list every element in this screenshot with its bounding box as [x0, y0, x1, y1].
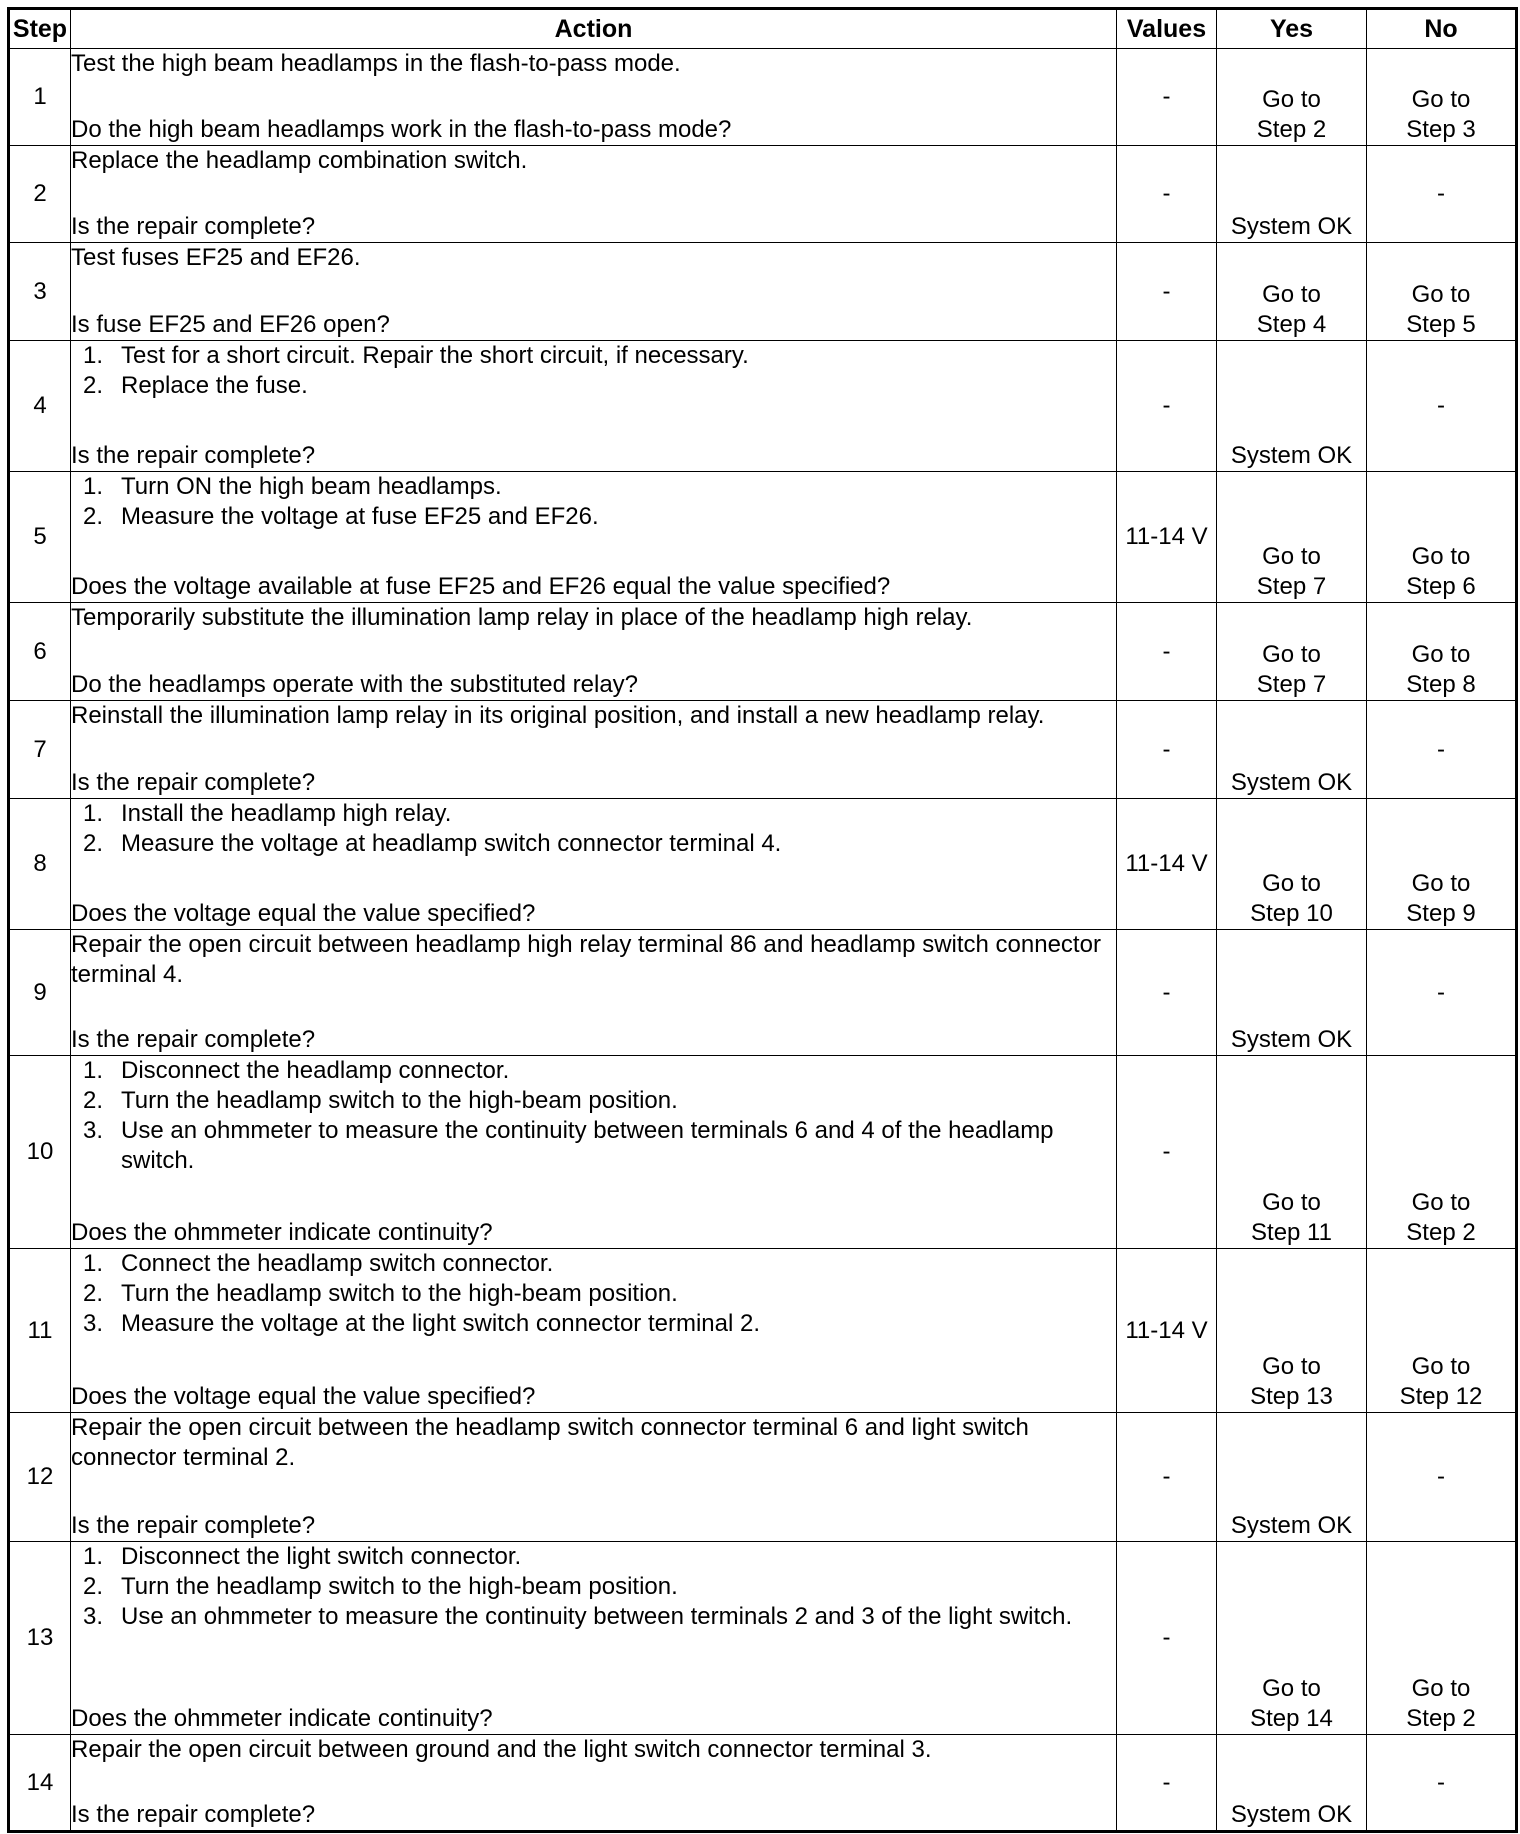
action-content — [71, 701, 1116, 798]
yes-cell — [1217, 243, 1367, 341]
action-question: Does the ohmmeter indicate continuity? — [71, 1705, 493, 1732]
action-content — [71, 472, 1116, 602]
yes-result-line: Step 11 — [1251, 1219, 1332, 1246]
no-result-line: Step 12 — [1399, 1383, 1483, 1410]
no-cell — [1367, 930, 1517, 1056]
no-result-line: - — [1437, 1463, 1445, 1490]
no-result-line: Go to — [1411, 1353, 1471, 1380]
substep-number: 3. — [83, 1603, 104, 1630]
action-instructions — [71, 1249, 1116, 1339]
step-number: 10 — [9, 1056, 71, 1249]
action-text: Repair the open circuit between the headlamp switch connector terminal 6 and light switch connector terminal 2. — [71, 1414, 1029, 1471]
table-row — [9, 603, 1517, 701]
action-substeps — [71, 341, 1116, 401]
action-cell — [71, 1542, 1117, 1735]
substep-text: Replace the fuse. — [121, 372, 308, 399]
substep-item — [71, 829, 1116, 859]
value-cell: - — [1117, 243, 1217, 341]
action-text: Test the high beam headlamps in the flash-to-pass mode. — [71, 50, 681, 77]
no-cell — [1367, 1735, 1517, 1832]
no-cell — [1367, 701, 1517, 799]
no-cell — [1367, 603, 1517, 701]
action-instructions — [71, 472, 1116, 532]
substep-number: 2. — [83, 503, 104, 530]
step-number: 11 — [9, 1249, 71, 1413]
table-row — [9, 1056, 1517, 1249]
table-row — [9, 1735, 1517, 1832]
substep-item — [71, 1086, 1116, 1116]
yes-result-line: Go to — [1262, 1353, 1321, 1380]
yes-result-line: Step 10 — [1250, 900, 1333, 927]
no-result-line: - — [1437, 978, 1445, 1006]
no-cell — [1367, 1542, 1517, 1735]
yes-result-line: System OK — [1230, 213, 1353, 240]
substep-item — [71, 1602, 1116, 1632]
substep-item — [71, 1309, 1116, 1339]
yes-result-line: System OK — [1230, 1026, 1353, 1053]
substep-text: Install the headlamp high relay. — [121, 800, 452, 827]
table-row — [9, 1413, 1517, 1542]
substep-item — [71, 1116, 1116, 1176]
substep-number: 2. — [83, 830, 104, 857]
diagnostic-table — [7, 7, 1518, 1833]
value-cell: - — [1117, 341, 1217, 472]
substep-number: 2. — [83, 1573, 104, 1600]
no-cell — [1367, 1056, 1517, 1249]
step-number: 13 — [9, 1542, 71, 1735]
action-substeps — [71, 1542, 1116, 1632]
action-cell — [71, 49, 1117, 146]
yes-result-line: Step 13 — [1250, 1383, 1333, 1410]
step-number: 4 — [9, 341, 71, 472]
yes-result-line: Step 4 — [1256, 311, 1327, 338]
action-question: Is fuse EF25 and EF26 open? — [71, 311, 390, 338]
substep-item — [71, 1542, 1116, 1572]
substep-item — [71, 1572, 1116, 1602]
header-step: Step — [9, 9, 71, 49]
action-text: Test fuses EF25 and EF26. — [71, 244, 361, 271]
step-number: 2 — [9, 146, 71, 243]
yes-cell — [1217, 146, 1367, 243]
action-substeps — [71, 1056, 1116, 1176]
substep-number: 1. — [83, 1057, 104, 1084]
no-cell — [1367, 341, 1517, 472]
action-question: Do the high beam headlamps work in the flash-to-pass mode? — [71, 116, 732, 143]
action-text: Temporarily substitute the illumination lamp relay in place of the headlamp high relay. — [71, 604, 973, 631]
no-cell — [1367, 49, 1517, 146]
action-cell — [71, 243, 1117, 341]
action-content — [71, 603, 1116, 700]
action-cell — [71, 701, 1117, 799]
yes-cell — [1217, 1249, 1367, 1413]
substep-number: 1. — [83, 1543, 104, 1570]
table-row — [9, 49, 1517, 146]
no-result-line: Go to — [1411, 870, 1471, 897]
value-cell: - — [1117, 1735, 1217, 1832]
action-cell — [71, 472, 1117, 603]
substep-number: 1. — [83, 473, 104, 500]
substep-item — [71, 341, 1116, 371]
action-cell — [71, 1413, 1117, 1542]
action-substeps — [71, 1249, 1116, 1339]
action-content — [71, 243, 1116, 340]
table-row — [9, 1249, 1517, 1413]
substep-number: 3. — [83, 1310, 104, 1337]
substep-item — [71, 502, 1116, 532]
action-content — [71, 341, 1116, 471]
action-content — [71, 1413, 1116, 1541]
action-question: Is the repair complete? — [71, 1801, 316, 1828]
no-cell — [1367, 1413, 1517, 1542]
action-question: Does the ohmmeter indicate continuity? — [71, 1219, 493, 1246]
action-instructions — [71, 49, 1116, 79]
substep-item — [71, 1056, 1116, 1086]
value-cell: - — [1117, 701, 1217, 799]
substep-text: Use an ohmmeter to measure the continuity between terminals 2 and 3 of the light switch. — [121, 1603, 1073, 1630]
action-instructions — [71, 930, 1116, 990]
substep-text: Turn ON the high beam headlamps. — [121, 473, 502, 500]
value-cell: 11-14 V — [1117, 1249, 1217, 1413]
yes-cell — [1217, 930, 1367, 1056]
value-cell: 11-14 V — [1117, 472, 1217, 603]
yes-result-line: Go to — [1262, 86, 1321, 113]
substep-text: Disconnect the headlamp connector. — [121, 1057, 510, 1084]
no-result-line: Go to — [1411, 281, 1471, 308]
action-question: Is the repair complete? — [71, 442, 316, 469]
substep-text: Turn the headlamp switch to the high-beam position. — [121, 1280, 678, 1307]
no-result-line: - — [1437, 735, 1445, 763]
yes-cell — [1217, 799, 1367, 930]
step-number: 8 — [9, 799, 71, 930]
no-cell — [1367, 146, 1517, 243]
no-result-line: - — [1437, 1768, 1445, 1796]
yes-cell — [1217, 701, 1367, 799]
action-content — [71, 799, 1116, 929]
action-question: Is the repair complete? — [71, 213, 316, 240]
action-question: Does the voltage equal the value specified? — [71, 1383, 536, 1410]
substep-number: 3. — [83, 1117, 104, 1144]
action-substeps — [71, 472, 1116, 532]
header-no: No — [1367, 9, 1517, 49]
yes-cell — [1217, 472, 1367, 603]
no-result-line: - — [1437, 392, 1445, 419]
step-number: 3 — [9, 243, 71, 341]
yes-cell — [1217, 49, 1367, 146]
action-cell — [71, 341, 1117, 472]
no-result-line: Go to — [1411, 543, 1471, 570]
action-instructions — [71, 603, 1116, 633]
header-action: Action — [71, 9, 1117, 49]
action-instructions — [71, 701, 1116, 731]
action-cell — [71, 1249, 1117, 1413]
action-instructions — [71, 1413, 1116, 1473]
yes-result-line: Go to — [1262, 1675, 1321, 1702]
table-row — [9, 472, 1517, 603]
header-row — [9, 9, 1517, 49]
yes-cell — [1217, 1056, 1367, 1249]
no-cell — [1367, 799, 1517, 930]
substep-text: Disconnect the light switch connector. — [121, 1543, 522, 1570]
action-cell — [71, 1056, 1117, 1249]
action-text: Repair the open circuit between ground and the light switch connector terminal 3. — [71, 1736, 932, 1763]
no-cell — [1367, 472, 1517, 603]
no-result-line: Go to — [1411, 1189, 1471, 1216]
yes-result-line: Go to — [1262, 870, 1321, 897]
action-question: Is the repair complete? — [71, 1512, 316, 1539]
step-number: 7 — [9, 701, 71, 799]
table-row — [9, 1542, 1517, 1735]
no-result-line: - — [1437, 180, 1445, 207]
yes-result-line: Go to — [1262, 281, 1321, 308]
value-cell: - — [1117, 603, 1217, 701]
yes-result-line: Go to — [1262, 1189, 1321, 1216]
header-yes: Yes — [1217, 9, 1367, 49]
substep-text: Test for a short circuit. Repair the short circuit, if necessary. — [121, 342, 749, 369]
no-cell — [1367, 243, 1517, 341]
no-result-line: Step 3 — [1406, 116, 1476, 143]
action-content — [71, 1249, 1116, 1412]
yes-result-line: System OK — [1230, 1512, 1353, 1539]
yes-result-line: Step 14 — [1250, 1705, 1333, 1732]
substep-item — [71, 371, 1116, 401]
action-question: Does the voltage available at fuse EF25 and EF26 equal the value specified? — [71, 573, 891, 600]
action-instructions — [71, 1542, 1116, 1632]
action-text: Reinstall the illumination lamp relay in its original position, and install a new headlamp relay. — [71, 702, 1045, 729]
yes-cell — [1217, 603, 1367, 701]
no-result-line: Go to — [1411, 641, 1471, 668]
no-result-line: Step 5 — [1406, 311, 1476, 338]
no-result-line: Step 6 — [1406, 573, 1476, 600]
substep-number: 2. — [83, 1087, 104, 1114]
no-result-line: Go to — [1411, 1675, 1471, 1702]
yes-result-line: Go to — [1262, 641, 1321, 668]
no-result-line: Go to — [1411, 86, 1471, 113]
substep-text: Turn the headlamp switch to the high-beam position. — [121, 1087, 678, 1114]
substep-text: Connect the headlamp switch connector. — [121, 1250, 554, 1277]
action-content — [71, 930, 1116, 1055]
action-text: Replace the headlamp combination switch. — [71, 147, 528, 174]
action-content — [71, 1542, 1116, 1734]
action-content — [71, 146, 1116, 242]
substep-number: 1. — [83, 1250, 104, 1277]
step-number: 5 — [9, 472, 71, 603]
substep-text: Measure the voltage at fuse EF25 and EF26. — [121, 503, 599, 530]
substep-text: Measure the voltage at the light switch connector terminal 2. — [121, 1310, 760, 1337]
substep-number: 2. — [83, 372, 104, 399]
no-result-line: Step 2 — [1406, 1705, 1476, 1732]
value-cell: - — [1117, 49, 1217, 146]
action-content — [71, 1735, 1116, 1830]
action-instructions — [71, 146, 1116, 176]
step-number: 1 — [9, 49, 71, 146]
action-question: Is the repair complete? — [71, 1026, 316, 1053]
substep-number: 1. — [83, 800, 104, 827]
action-instructions — [71, 341, 1116, 401]
value-cell: - — [1117, 1413, 1217, 1542]
no-result-line: Step 9 — [1406, 900, 1476, 927]
yes-result-line: System OK — [1230, 769, 1353, 796]
action-cell — [71, 146, 1117, 243]
value-cell: - — [1117, 1056, 1217, 1249]
action-content — [71, 49, 1116, 145]
step-number: 12 — [9, 1413, 71, 1542]
substep-item — [71, 799, 1116, 829]
step-number: 9 — [9, 930, 71, 1056]
yes-cell — [1217, 341, 1367, 472]
header-values: Values — [1117, 9, 1217, 49]
action-instructions — [71, 799, 1116, 859]
table-body — [9, 49, 1517, 1832]
table-row — [9, 701, 1517, 799]
value-cell: 11-14 V — [1117, 799, 1217, 930]
yes-result-line: Step 7 — [1256, 671, 1327, 698]
step-number: 6 — [9, 603, 71, 701]
substep-number: 2. — [83, 1280, 104, 1307]
table-row — [9, 799, 1517, 930]
table-row — [9, 146, 1517, 243]
action-question: Do the headlamps operate with the substituted relay? — [71, 671, 639, 698]
action-instructions — [71, 1735, 1116, 1765]
no-cell — [1367, 1249, 1517, 1413]
action-cell — [71, 799, 1117, 930]
action-question: Does the voltage equal the value specified? — [71, 900, 536, 927]
table-row — [9, 341, 1517, 472]
yes-cell — [1217, 1542, 1367, 1735]
no-result-line: Step 8 — [1406, 671, 1476, 698]
action-cell — [71, 603, 1117, 701]
value-cell: - — [1117, 930, 1217, 1056]
yes-result-line: Step 2 — [1256, 116, 1327, 143]
value-cell: - — [1117, 146, 1217, 243]
action-cell — [71, 1735, 1117, 1832]
yes-result-line: System OK — [1230, 1801, 1353, 1828]
value-cell: - — [1117, 1542, 1217, 1735]
action-question: Is the repair complete? — [71, 769, 316, 796]
action-substeps — [71, 799, 1116, 859]
action-content — [71, 1056, 1116, 1248]
substep-text: Turn the headlamp switch to the high-beam position. — [121, 1573, 678, 1600]
action-instructions — [71, 1056, 1116, 1176]
substep-item — [71, 1279, 1116, 1309]
action-cell — [71, 930, 1117, 1056]
substep-text: Use an ohmmeter to measure the continuity between terminals 6 and 4 of the headlamp switch. — [121, 1117, 1054, 1174]
substep-item — [71, 1249, 1116, 1279]
action-text: Repair the open circuit between headlamp high relay terminal 86 and headlamp switch connector terminal 4. — [71, 931, 1101, 988]
substep-number: 1. — [83, 342, 104, 369]
step-number: 14 — [9, 1735, 71, 1832]
action-instructions — [71, 243, 1116, 273]
yes-result-line: System OK — [1230, 442, 1353, 469]
yes-result-line: Go to — [1262, 543, 1321, 570]
substep-item — [71, 472, 1116, 502]
yes-result-line: Step 7 — [1256, 573, 1327, 600]
yes-cell — [1217, 1735, 1367, 1832]
yes-cell — [1217, 1413, 1367, 1542]
table-row — [9, 243, 1517, 341]
no-result-line: Step 2 — [1406, 1219, 1476, 1246]
table-row — [9, 930, 1517, 1056]
substep-text: Measure the voltage at headlamp switch connector terminal 4. — [121, 830, 782, 857]
